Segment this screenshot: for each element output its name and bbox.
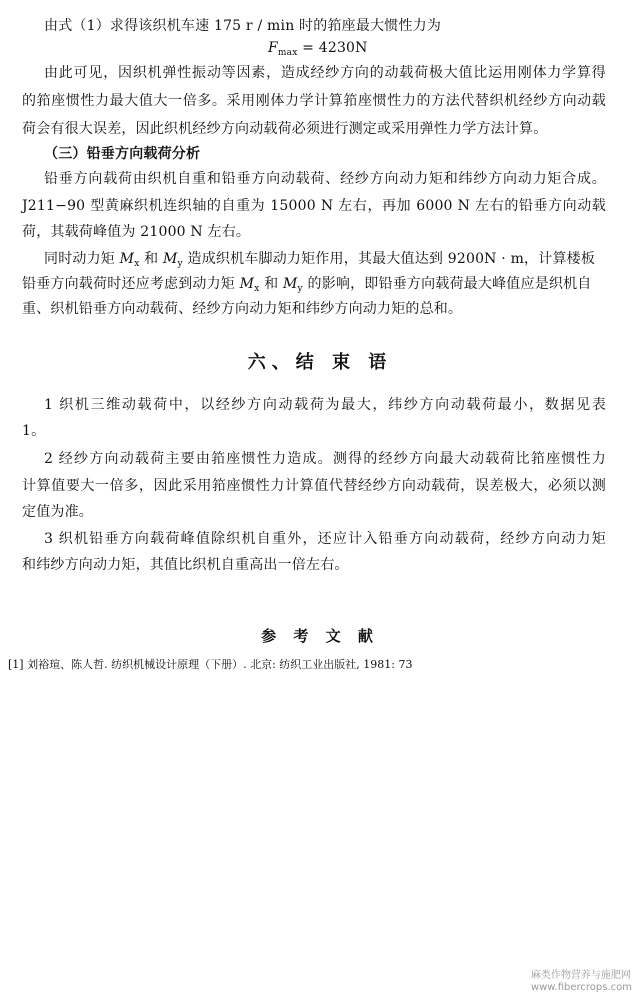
paragraph-line: 同时动力矩 $M_x$ 和 $M_y$ 造成织机车脚动力矩作用，其最大值达到 9200N · m，计算楼板 — [44, 251, 596, 269]
subsection-heading: （三）铅垂方向载荷分析 — [44, 146, 201, 162]
paragraph-line: 荷会有很大误差，因此织机经纱方向动载荷必须进行测定或采用弹性力学方法计算。 — [22, 121, 548, 137]
section-title-conclusion: 六、结 束 语 — [247, 352, 393, 373]
paragraph-line: 铅垂方向载荷由织机自重和铅垂方向动载荷、经纱方向动力矩和纬纱方向动力矩合成。 — [44, 171, 606, 187]
formula-value: = 4230N — [297, 40, 368, 56]
conclusion-item-1: 1 织机三维动载荷中，以经纱方向动载荷为最大，纬纱方向动载荷最小，数据见表 — [44, 397, 606, 413]
site-watermark — [531, 970, 632, 994]
conclusion-item-3: 3 织机铅垂方向载荷峰值除织机自重外，还应计入铅垂方向动载荷，经纱方向动力矩 — [44, 531, 606, 547]
paragraph-line: J211−90 型黄麻织机连织轴的自重为 15000 N 左右，再加 6000 N 左右的铅垂方向动载 — [22, 198, 606, 214]
watermark-line-2: www.fibercrops.com — [530, 982, 632, 993]
conclusion-item-2: 2 经纱方向动载荷主要由筘座惯性力造成。测得的经纱方向最大动载荷比筘座惯性力 — [44, 451, 606, 467]
conclusion-item-2-cont: 定值为准。 — [22, 504, 93, 520]
paragraph-line: 重、织机铅垂方向动载荷、经纱方向动力矩和纬纱方向动力矩的总和。 — [22, 301, 463, 317]
watermark-line-1: 麻类作物营养与施肥网 — [530, 970, 631, 981]
paragraph-line: 荷，其载荷峰值为 21000 N 左右。 — [22, 224, 251, 240]
paragraph-line: 铅垂方向载荷时还应考虑到动力矩 $M_x$ 和 $M_y$ 的影响，即铅垂方向载荷最大峰值应是织机自 — [22, 276, 592, 294]
formula-subscript: max — [277, 48, 298, 58]
conclusion-item-3-cont: 和纬纱方向动力矩，其值比织机自重高出一倍左右。 — [22, 557, 349, 573]
paragraph-line: 由此可见，因织机弹性振动等因素，造成经纱方向的动载荷极大值比运用刚体力学算得 — [44, 65, 606, 81]
paragraph-line: 的筘座惯性力最大值大一倍多。采用刚体力学计算筘座惯性力的方法代替织机经纱方向动载 — [22, 93, 606, 109]
formula-intro-line: 由式（1）求得该织机车速 175 r / min 时的筘座最大惯性力为 — [44, 18, 442, 34]
reference-item-1: [1] 刘裕瑄、陈人哲. 纺织机械设计原理（下册）. 北京: 纺织工业出版社, 1981: 73 — [8, 658, 413, 671]
references-title: 参 考 文 献 — [261, 627, 379, 645]
formula-symbol: F — [268, 40, 278, 56]
formula-line — [268, 39, 368, 62]
conclusion-item-1-cont: 1。 — [22, 423, 46, 439]
conclusion-item-2-cont: 计算值要大一倍多，因此采用筘座惯性力计算值代替经纱方向动载荷，误差极大，必须以测 — [22, 478, 606, 494]
